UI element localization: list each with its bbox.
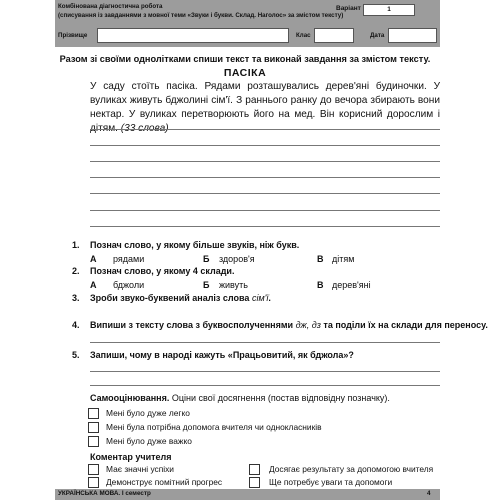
answer-line[interactable]: [90, 371, 440, 372]
task-2-number: 2.: [72, 266, 80, 276]
self-checkbox[interactable]: [88, 422, 99, 433]
task-4-letters: дж, дз: [295, 320, 321, 330]
teacher-checkbox[interactable]: [88, 464, 99, 475]
task-1-text: Познач слово, у якому більше звуків, ніж букв.: [90, 240, 300, 250]
surname-field[interactable]: [97, 28, 289, 43]
self-option: Мені було дуже важко: [106, 436, 192, 446]
option-b[interactable]: здоров'я: [219, 254, 255, 264]
writing-line[interactable]: [90, 177, 440, 178]
task-1-number: 1.: [72, 240, 80, 250]
answer-line[interactable]: [90, 385, 440, 386]
date-label: Дата: [370, 32, 385, 39]
date-field[interactable]: [388, 28, 437, 43]
option-v[interactable]: дітям: [332, 254, 355, 264]
option-letter: А: [90, 254, 97, 264]
self-option: Мені була потрібна допомога вчителя чи однокласників: [106, 422, 322, 432]
writing-line[interactable]: [90, 226, 440, 227]
self-assessment-title: Самооцінювання.: [90, 393, 170, 403]
self-checkbox[interactable]: [88, 408, 99, 419]
option-v[interactable]: дерев'яні: [332, 280, 371, 290]
teacher-option: Досягає результату за допомогою вчителя: [269, 464, 434, 474]
writing-line[interactable]: [90, 161, 440, 162]
class-label: Клас: [296, 32, 311, 39]
writing-line[interactable]: [90, 193, 440, 194]
title-line-1: Комбінована діагностична робота: [58, 3, 163, 10]
teacher-option: Ще потребує уваги та допомоги: [269, 477, 393, 487]
reading-paragraph: [90, 80, 440, 136]
self-assessment-instruction: Оціни свої досягнення (постав відповідну позначку).: [171, 393, 390, 403]
teacher-checkbox[interactable]: [88, 477, 99, 488]
task-5-text: Запиши, чому в народі кажуть «Працьовитий, як бджола»?: [90, 350, 354, 360]
title-line-2: (списування із завданнями з мовної теми «Звуки і букви. Склад. Наголос» за змістом тексту): [58, 11, 344, 19]
teacher-option: Має значні успіхи: [106, 464, 174, 474]
task-5-number: 5.: [72, 350, 80, 360]
self-checkbox[interactable]: [88, 436, 99, 447]
teacher-checkbox[interactable]: [249, 464, 260, 475]
task-3-main: Зроби звуко-буквений аналіз слова: [90, 293, 250, 303]
surname-label: Прізвище: [58, 32, 88, 39]
footer-subject: УКРАЇНСЬКА МОВА. I семестр: [58, 490, 151, 497]
task-4-text: [90, 320, 488, 330]
instruction-text: Разом зі своїми однолітками спиши текст та виконай завдання за змістом тексту.: [59, 54, 431, 64]
writing-line[interactable]: [90, 210, 440, 211]
teacher-checkbox[interactable]: [249, 477, 260, 488]
option-a[interactable]: бджоли: [113, 280, 145, 290]
teacher-option: Демонструє помітний прогрес: [106, 477, 223, 487]
option-letter: А: [90, 280, 97, 290]
option-letter: В: [317, 254, 324, 264]
task-4-tail: та поділи їх на склади для переносу.: [323, 320, 488, 330]
writing-line[interactable]: [90, 129, 440, 130]
task-4-main: Випиши з тексту слова з буквосполученнями: [90, 320, 294, 330]
task-3-word: сім'ї: [251, 293, 269, 303]
option-letter: Б: [203, 280, 210, 290]
paragraph-text: У саду стоїть пасіка. Рядами розташувались дерев'яні будиночки. У вуликах живуть бджолині сім'ї. З раннього ранку до вечора збирають вони нектар. У вуликах перетворюють його на мед. Він корисний дорослим і дітям.: [90, 81, 440, 134]
task-3-number: 3.: [72, 293, 80, 303]
self-option: Мені було дуже легко: [106, 408, 190, 418]
text-title: ПАСІКА: [223, 67, 267, 79]
page-number: 4: [427, 490, 431, 497]
variant-label: Варіант: [336, 5, 361, 12]
option-b[interactable]: живуть: [219, 280, 248, 290]
worksheet-title: [58, 3, 343, 20]
task-3-tail: .: [268, 293, 271, 303]
self-assessment: [90, 393, 390, 403]
option-letter: В: [317, 280, 324, 290]
task-2-text: Познач слово, у якому 4 склади.: [90, 266, 235, 276]
task-3-text: [90, 293, 271, 303]
word-count: (33 слова): [120, 123, 169, 134]
option-letter: Б: [203, 254, 210, 264]
option-a[interactable]: рядами: [113, 254, 145, 264]
answer-line[interactable]: [90, 342, 440, 343]
writing-line[interactable]: [90, 145, 440, 146]
class-field[interactable]: [314, 28, 354, 43]
task-4-number: 4.: [72, 320, 80, 330]
variant-value: 1: [363, 4, 415, 16]
teacher-comment-title: Коментар учителя: [90, 452, 172, 462]
